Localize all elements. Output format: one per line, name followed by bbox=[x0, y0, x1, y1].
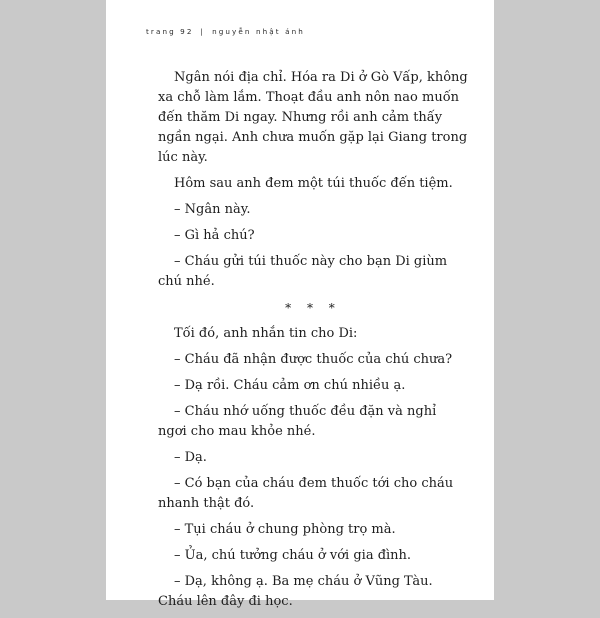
dialogue-line: – Cháu nhớ uống thuốc đều đặn và nghỉ ngơi cho mau khỏe nhé. bbox=[158, 404, 437, 439]
dialogue-line: – Ngân này. bbox=[174, 202, 251, 217]
dialogue-line: – Ủa, chú tưởng cháu ở với gia đình. bbox=[174, 548, 412, 563]
dialogue-line: – Dạ rồi. Cháu cảm ơn chú nhiều ạ. bbox=[174, 378, 406, 393]
paragraph: Ngân nói địa chỉ. Hóa ra Di ở Gò Vấp, không xa chỗ làm lắm. Thoạt đầu anh nôn nao muốn đến thăm Di ngay. Nhưng rồi anh cảm thấy ngần ngại. Anh chưa muốn gặp lại Giang trong lúc này. bbox=[158, 70, 468, 165]
paragraph: Hôm sau anh đem một túi thuốc đến tiệm. bbox=[174, 176, 453, 191]
book-page bbox=[106, 0, 494, 609]
body-text bbox=[158, 68, 468, 618]
dialogue-line: – Có bạn của cháu đem thuốc tới cho cháu nhanh thật đó. bbox=[158, 476, 454, 511]
dialogue-line: – Cháu đã nhận được thuốc của chú chưa? bbox=[174, 352, 453, 367]
dialogue-line: – Tụi cháu ở chung phòng trọ mà. bbox=[174, 522, 396, 537]
scene-break: * * * bbox=[285, 301, 341, 315]
dialogue-line: – Dạ. bbox=[174, 450, 207, 465]
paragraph: Tối đó, anh nhắn tin cho Di: bbox=[174, 326, 358, 341]
running-head bbox=[146, 27, 305, 36]
dialogue-line: – Dạ, không ạ. Ba mẹ cháu ở Vũng Tàu. Cháu lên đây đi học. bbox=[158, 574, 433, 609]
header-separator: | bbox=[200, 27, 206, 36]
dialogue-line: – Cháu gửi túi thuốc này cho bạn Di giùm chú nhé. bbox=[158, 254, 448, 289]
author-name: nguyễn nhật ánh bbox=[212, 27, 305, 36]
dialogue-line: – Gì hả chú? bbox=[174, 228, 255, 243]
page-number: trang 92 bbox=[146, 27, 194, 36]
